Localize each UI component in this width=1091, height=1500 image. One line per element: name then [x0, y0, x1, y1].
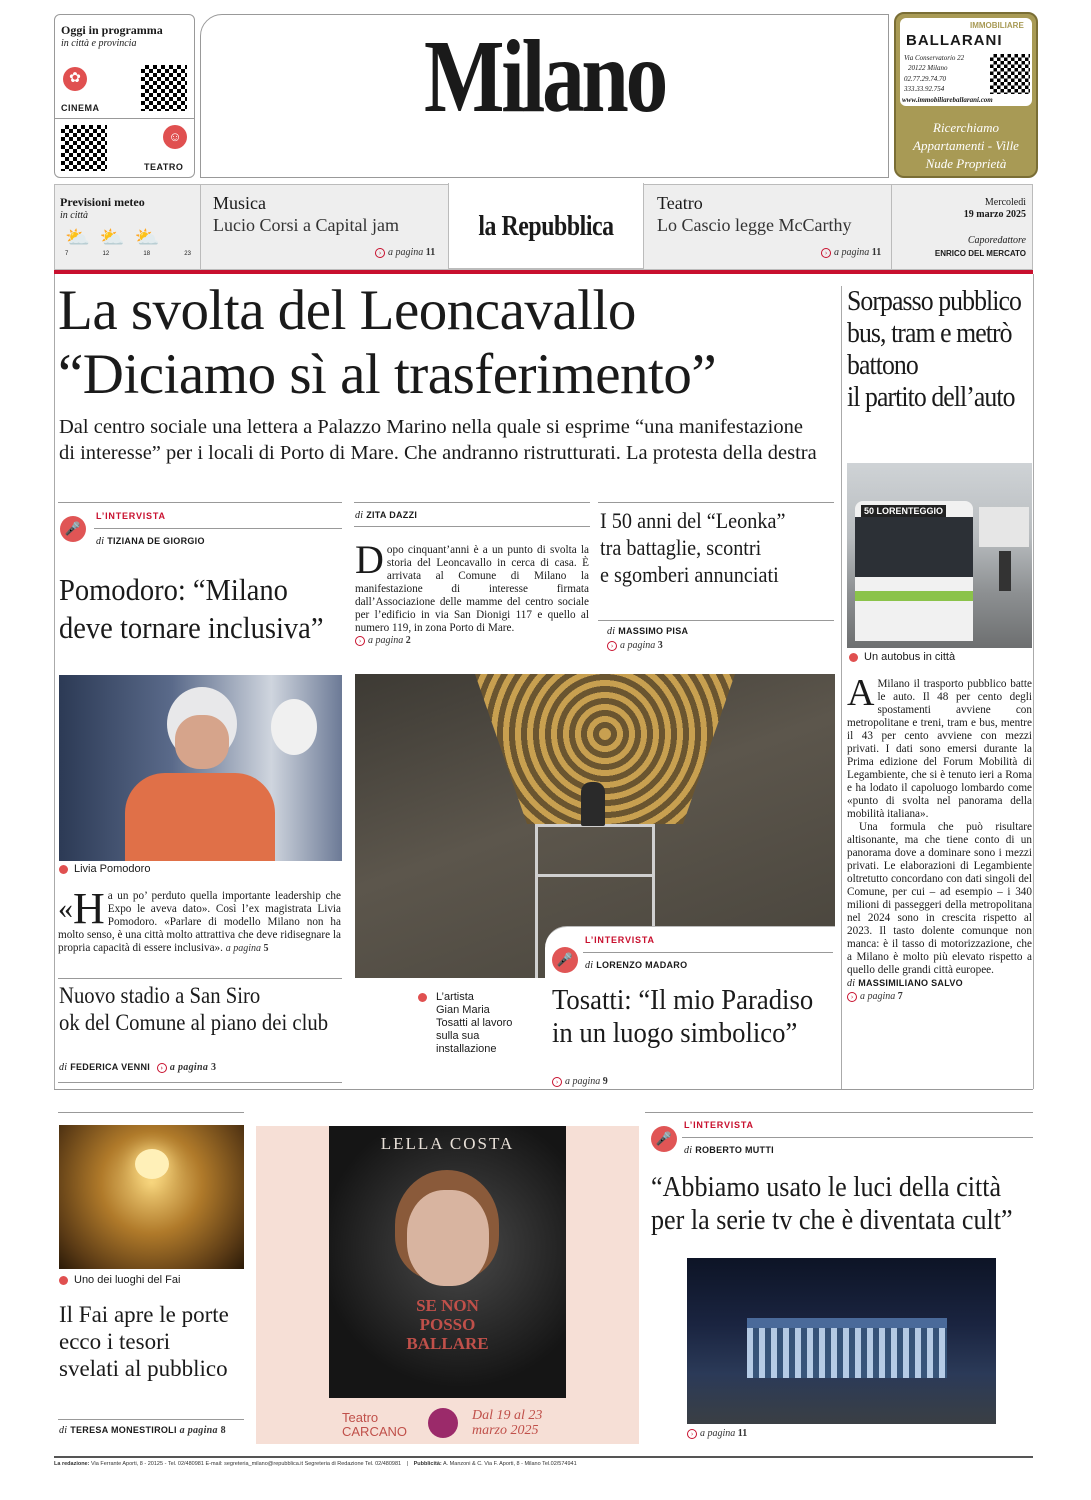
- fai-caption: [59, 1274, 180, 1286]
- teatro-text[interactable]: Lo Cascio legge McCarthy: [657, 215, 852, 235]
- scaffold-bar: [535, 874, 655, 877]
- ad-brand-top: IMMOBILIARE: [970, 21, 1024, 30]
- building-roof: [747, 1318, 947, 1328]
- musica-text[interactable]: Lucio Corsi a Capital jam: [213, 215, 399, 235]
- pomodoro-face: [175, 715, 229, 769]
- footer-redazione-label: La redazione:: [54, 1461, 90, 1467]
- sorpasso-page-ref[interactable]: [847, 991, 1032, 1002]
- quote-mark: «: [58, 892, 73, 925]
- fai-photo: [59, 1125, 244, 1269]
- meteo-hour: 18: [143, 251, 151, 257]
- byline-author: MASSIMILIANO SALVO: [858, 978, 963, 988]
- intervista1-tag: L’INTERVISTA: [96, 511, 166, 521]
- chandelier: [135, 1149, 169, 1179]
- intervista1-paragraph: a un po’ perduto quella importante leadership che Expo le aveva dato». Così l’ex magistrata Livia Pomodoro. «Parlare di modello Milano non ha molto senso, è una città molto attrattiva che deve ridisegnare la propria capacità di essere inclusiva».: [58, 890, 341, 954]
- footer-redazione: Via Ferrante Aporti, 8 - 20125 - Tel. 02/480981 E-mail: segreteria_milano@repubblica.it Segreteria di Redazione Tel. 02/480981: [90, 1461, 402, 1467]
- theatre-name-1: Teatro: [342, 1410, 379, 1425]
- lella-face: [407, 1190, 489, 1286]
- sorpasso-paragraph-2: Una formula che può risultare altisonante, ma che tiene conto di un panorama dove a dominare sono i mezzi privati. Le elaborazioni di Legambiente oltretutto concordano con dati singoli del Comune, per cui – ad esempio – i 340 milioni di passeggeri della metropolitana nel 2024 sono in crescita rispetto al 2023. Il tasto dolente comunque non manca: è il tasso di motorizzazione, che a Milano è molto più elevato rispetto a quello delle grandi città europee.: [847, 821, 1032, 976]
- programma-divider: [55, 118, 194, 119]
- lella-show-1: SE NON: [416, 1296, 479, 1315]
- intervista1-body: [58, 884, 341, 955]
- leonka-title-3[interactable]: e sgomberi annunciati: [600, 562, 779, 587]
- main-subheadline-2: di interesse” per i locali di Porto di Mare. Che andranno ristrutturati. La protesta della destra: [59, 442, 817, 464]
- arrow-icon: ›: [355, 636, 365, 646]
- mutti-rule: [645, 1112, 1033, 1113]
- ad-qr-code[interactable]: [990, 54, 1030, 94]
- page-number: 9: [602, 1076, 608, 1087]
- repubblica-logo-box: [448, 183, 644, 269]
- meteo-hour: 23: [184, 251, 191, 257]
- lella-costa-ad[interactable]: [256, 1126, 639, 1444]
- capo-label: Caporedattore: [967, 235, 1026, 246]
- bus-photo: [847, 463, 1032, 648]
- cinema-qr-code[interactable]: [141, 65, 187, 111]
- tosatti-caption: [418, 991, 512, 1056]
- page-label: a pagina: [388, 247, 424, 258]
- dazzi-body: [355, 537, 589, 646]
- teatro-page-ref[interactable]: [821, 247, 881, 258]
- strip-divider: [200, 185, 201, 269]
- masthead-title: Milano: [424, 19, 665, 134]
- stadio-bottom-rule: [58, 1082, 342, 1083]
- fai-page-ref[interactable]: [180, 1425, 226, 1436]
- sorpasso-title-2[interactable]: bus, tram e metrò: [847, 318, 1012, 349]
- partly-cloudy-icon: ⛅: [134, 227, 160, 249]
- night-city-photo: [687, 1258, 996, 1424]
- bus-background-building: [979, 507, 1029, 547]
- fai-bottom-rule: [58, 1419, 244, 1420]
- programma-title: Oggi in programma: [61, 23, 163, 37]
- mutti-inner-rule: [682, 1137, 1033, 1138]
- main-headline-2[interactable]: “Diciamo sì al trasferimento”: [58, 343, 717, 406]
- teatro-title: Teatro: [657, 193, 703, 213]
- meteo-hour: 7: [65, 251, 69, 257]
- arrow-icon: ›: [375, 248, 385, 258]
- stadio-page-ref[interactable]: [157, 1062, 216, 1073]
- stadio-title-1[interactable]: Nuovo stadio a San Siro: [59, 983, 261, 1008]
- info-strip: [54, 184, 1033, 270]
- partly-cloudy-icon: ⛅: [65, 227, 90, 249]
- byline-di: di: [684, 1145, 693, 1156]
- meteo-subtitle: in città: [60, 210, 89, 221]
- tosatti-title-1[interactable]: Tosatti: “Il mio Paradiso: [552, 984, 814, 1016]
- frame-left: [54, 274, 55, 1089]
- programma-subtitle: in città e provincia: [61, 38, 137, 49]
- leonka-title-1[interactable]: I 50 anni del “Leonka”: [600, 508, 786, 533]
- theatre-name-2: CARCANO: [342, 1424, 408, 1439]
- date-day: Mercoledì: [984, 197, 1026, 208]
- main-headline-1[interactable]: La svolta del Leoncavallo: [58, 279, 636, 342]
- ad-slogan3: Nude Proprietà: [925, 156, 1007, 171]
- arrow-icon: ›: [821, 248, 831, 258]
- caption-bullet-icon: [59, 865, 68, 874]
- sorpasso-body: [847, 672, 1032, 1002]
- artist-figure: [581, 782, 605, 826]
- byline-author: FEDERICA VENNI: [70, 1062, 151, 1072]
- fai-title-2[interactable]: ecco i tesori: [59, 1329, 171, 1354]
- microphone-icon: 🎤: [552, 947, 578, 973]
- arrow-icon: ›: [847, 992, 857, 1002]
- arrow-icon: ›: [607, 641, 617, 651]
- caption-bullet-icon: [418, 993, 427, 1002]
- column-divider: [841, 286, 842, 1089]
- page-number: 2: [405, 635, 411, 646]
- byline-di: di: [355, 510, 364, 521]
- mutti-page-ref[interactable]: [687, 1428, 747, 1439]
- frame-right: [1033, 274, 1034, 1089]
- mutti-tag: L’INTERVISTA: [684, 1120, 754, 1130]
- teatro-qr-code[interactable]: [61, 125, 107, 171]
- byline-di: di: [96, 536, 105, 547]
- pomodoro-sweater: [125, 773, 275, 861]
- caption-line: installazione: [436, 1043, 497, 1055]
- musica-page-ref[interactable]: [375, 247, 435, 258]
- caption-text: Livia Pomodoro: [74, 863, 151, 875]
- footer: La redazione: Via Ferrante Aporti, 8 - 20125 - Tel. 02/480981 E-mail: segreteria_milano@repubblica.it Segreteria di Redazione Tel. 02/480981 | Pubblicità: A. Manzoni & C. Via F. Aporti, 8 - Milano Tel.02/574941: [54, 1461, 577, 1467]
- ad-address2: 20122 Milano: [908, 64, 948, 72]
- pomodoro-caption: [59, 863, 150, 875]
- lella-poster: [329, 1126, 566, 1398]
- tosatti-byline: [585, 960, 687, 971]
- fai-title-3[interactable]: svelati al pubblico: [59, 1356, 228, 1381]
- page-label: a pagina: [179, 1425, 218, 1436]
- byline-author: ROBERTO MUTTI: [695, 1145, 774, 1155]
- teatro-label: TEATRO: [144, 162, 184, 172]
- page-label: a pagina: [700, 1428, 736, 1439]
- intervista1-page-ref[interactable]: [226, 943, 269, 954]
- mutti-byline: [684, 1145, 774, 1156]
- lella-show-2: POSSO: [419, 1315, 476, 1334]
- intervista1-byline: [96, 536, 205, 547]
- page-label: a pagina: [368, 635, 404, 646]
- bottom-section-rule: [54, 1089, 1033, 1090]
- tosatti-tag: L’INTERVISTA: [585, 935, 655, 945]
- byline-di: di: [607, 626, 616, 637]
- page-label: a pagina: [860, 991, 896, 1002]
- arrow-icon: ›: [552, 1077, 562, 1087]
- byline-di: di: [847, 978, 856, 989]
- lit-building: [747, 1328, 947, 1378]
- page-label: a pagina: [834, 247, 870, 258]
- byline-author: TERESA MONESTIROLI: [70, 1425, 177, 1435]
- mutti-title-1[interactable]: “Abbiamo usato le luci della città: [651, 1171, 1002, 1203]
- page-number: 11: [425, 247, 436, 258]
- leonka-byline: [607, 626, 688, 637]
- stadio-title-2[interactable]: ok del Comune al piano dei club: [59, 1010, 329, 1035]
- microphone-icon: 🎤: [651, 1126, 677, 1152]
- stadio-rule: [58, 978, 342, 979]
- footer-pubblicita-label: Pubblicità:: [413, 1461, 442, 1467]
- fai-byline: [59, 1425, 226, 1436]
- dropcap: H: [73, 884, 105, 933]
- footer-pubblicita: A. Manzoni & C. Via F. Aporti, 8 - Milano Tel.02/574941: [442, 1461, 577, 1467]
- strip-divider: [891, 185, 892, 269]
- main-subheadline-1: Dal centro sociale una lettera a Palazzo Marino nella quale si esprime “una manifestazione: [59, 416, 803, 438]
- sorpasso-title-3[interactable]: battono: [847, 350, 918, 381]
- leonka-inner-rule: [598, 620, 834, 621]
- page-number: 7: [897, 991, 903, 1002]
- byline-author: TIZIANA DE GIORGIO: [107, 536, 205, 546]
- mutti-title-2[interactable]: per la serie tv che è diventata cult”: [651, 1204, 1013, 1236]
- gold-ornament: [475, 674, 735, 824]
- caption-bullet-icon: [849, 653, 858, 662]
- leonka-rule: [598, 502, 834, 503]
- byline-author: ZITA DAZZI: [366, 510, 418, 520]
- intervista1-rule: [58, 502, 342, 503]
- leonka-page-ref[interactable]: [607, 640, 663, 651]
- byline-author: MASSIMO PISA: [618, 626, 689, 636]
- ad-brand: BALLARANI: [906, 32, 1003, 49]
- masthead-box: [200, 14, 889, 178]
- meteo-hours: [65, 251, 191, 257]
- partly-cloudy-icon: ⛅: [99, 227, 125, 249]
- ad-web: www.immobiliareballarani.com: [902, 96, 993, 104]
- bust-sculpture: [271, 699, 317, 755]
- repubblica-logo: la Repubblica: [478, 211, 614, 242]
- ad-slogan2: Appartamenti - Ville: [913, 138, 1019, 153]
- bus-green-stripe: [855, 591, 973, 601]
- dazzi-byline: [355, 510, 417, 521]
- musica-title: Musica: [213, 193, 266, 213]
- ad-phone2: 333.33.92.754: [904, 85, 945, 93]
- microphone-icon: 🎤: [60, 516, 86, 542]
- stadio-byline: [59, 1062, 216, 1073]
- dropcap: A: [847, 672, 875, 714]
- lella-dates-2: marzo 2025: [472, 1423, 539, 1438]
- page-number: 3: [210, 1062, 217, 1073]
- lella-name: LELLA COSTA: [380, 1134, 515, 1153]
- pedestrian: [999, 551, 1011, 591]
- page-label: a pagina: [169, 1062, 209, 1073]
- tosatti-inner-rule: [583, 952, 833, 953]
- fai-title-1[interactable]: Il Fai apre le porte: [59, 1302, 229, 1327]
- ad-phone1: 02.77.29.74.70: [904, 75, 946, 83]
- fai-rule: [58, 1112, 244, 1113]
- dazzi-page-ref[interactable]: [355, 635, 589, 646]
- intervista1-body-text: [58, 884, 341, 955]
- lella-dates-1: Dal 19 al 23: [472, 1408, 543, 1423]
- caption-line: sulla sua: [436, 1030, 480, 1042]
- bus-caption: [849, 651, 955, 663]
- date-full: 19 marzo 2025: [963, 209, 1026, 220]
- teatro-icon: ☺: [163, 125, 187, 149]
- byline-di: di: [59, 1425, 68, 1436]
- sorpasso-title-1[interactable]: Sorpasso pubblico: [847, 286, 1021, 317]
- meteo-title: Previsioni meteo: [60, 195, 145, 209]
- meteo-hour: 12: [102, 251, 110, 257]
- arrow-icon: ›: [687, 1429, 697, 1439]
- caption-text: Uno dei luoghi del Fai: [74, 1274, 181, 1286]
- cinema-icon: ✿: [63, 67, 87, 91]
- intervista1-title-1[interactable]: Pomodoro: “Milano: [59, 572, 288, 607]
- ad-slogan1: Ricerchiamo: [933, 120, 999, 135]
- tosatti-page-ref[interactable]: [552, 1076, 608, 1087]
- cinema-label: CINEMA: [61, 103, 100, 113]
- caption-bullet-icon: [59, 1276, 68, 1285]
- dazzi-inner-rule: [354, 526, 590, 527]
- dropcap: D: [355, 537, 384, 582]
- page-number: 3: [657, 640, 663, 651]
- page-label: a pagina: [620, 640, 656, 651]
- programma-box: [54, 14, 195, 178]
- leonka-title-2[interactable]: tra battaglie, scontri: [600, 535, 762, 560]
- caption-line: Gian Maria: [436, 1004, 490, 1016]
- caption-line: L’artista: [436, 991, 474, 1003]
- red-rule: [54, 270, 1033, 274]
- intervista1-inner-rule: [94, 528, 342, 529]
- footer-rule: [54, 1456, 1033, 1458]
- dazzi-paragraph: opo cinquant’anni è a un punto di svolta la storia del Leoncavallo in cerca di casa. È arrivata al Comune di Milano la manifestazione di interesse firmata dall’Associazione delle mamme del centro sociale per l’edificio in via San Dionigi 117 e quello al numero 119, in zona Porto di Mare.: [355, 544, 589, 634]
- caption-line: Tosatti al lavoro: [436, 1017, 513, 1029]
- ballarani-ad[interactable]: [894, 12, 1038, 178]
- dazzi-rule: [354, 502, 590, 503]
- byline-author: LORENZO MADARO: [596, 960, 688, 970]
- pomodoro-photo: [59, 675, 342, 861]
- page-number: 8: [220, 1425, 226, 1436]
- intervista1-title-2[interactable]: deve tornare inclusiva”: [59, 610, 324, 645]
- sorpasso-title-4[interactable]: il partito dell’auto: [847, 382, 1015, 413]
- page-label: a pagina: [225, 943, 262, 954]
- sorpasso-byline: [847, 978, 1032, 989]
- page-number: 5: [263, 943, 269, 954]
- bus-windshield: [855, 517, 973, 577]
- dazzi-body-text: [355, 537, 589, 635]
- tosatti-title-2[interactable]: in un luogo simbolico”: [552, 1017, 798, 1049]
- lella-show-3: BALLARE: [406, 1334, 489, 1353]
- sorpasso-body-text: [847, 672, 1032, 821]
- byline-di: di: [59, 1062, 68, 1073]
- caption-text: Un autobus in città: [864, 651, 956, 663]
- arrow-icon: ›: [157, 1063, 167, 1073]
- page-label: a pagina: [565, 1076, 601, 1087]
- bus-sign: 50 LORENTEGGIO: [861, 505, 946, 517]
- byline-di: di: [585, 960, 594, 971]
- page-number: 11: [871, 247, 882, 258]
- capo-name: ENRICO DEL MERCATO: [934, 249, 1026, 258]
- flower-icon: [428, 1408, 458, 1438]
- page-number: 11: [737, 1428, 748, 1439]
- sorpasso-paragraph-1: Milano il trasporto pubblico batte le auto. Il 48 per cento degli spostamenti avviene con metropolitane e treni, tram e bus, mentre il 43 per cento avviene con mezzi privati. I dati sono emersi durante la Prima edizione del Forum Mobilità di Legambiente, che si è tenuto ieri a Roma e ha lodato il capoluogo lombardo come «punto di svolta nel panorama della mobilità italiana».: [847, 678, 1032, 820]
- ad-address1: Via Conservatorio 22: [904, 54, 965, 62]
